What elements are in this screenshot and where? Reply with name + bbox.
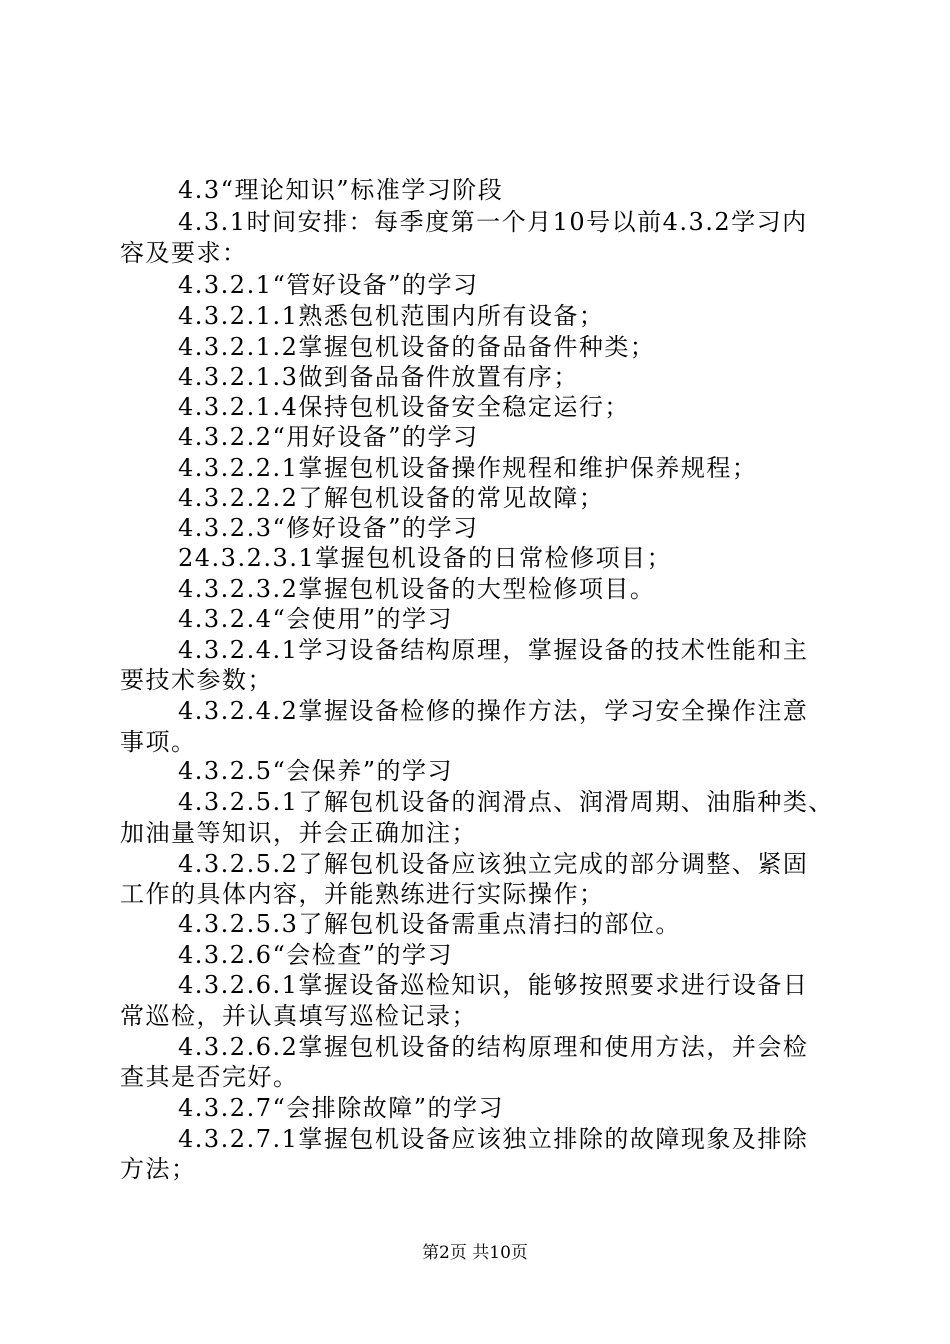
paragraph-line: 4.3.2.4.1学习设备结构原理，掌握设备的技术性能和主 xyxy=(178,636,809,664)
subheading-line: 4.3.2.3“修好设备”的学习 xyxy=(178,514,479,542)
paragraph-line: 要技术参数； xyxy=(120,666,273,694)
paragraph-line: 常巡检，并认真填写巡检记录； xyxy=(120,1002,477,1030)
paragraph-line: 4.3.2.6.1掌握设备巡检知识，能够按照要求进行设备日 xyxy=(178,971,809,999)
paragraph-line: 4.3.2.2.1掌握包机设备操作规程和维护保养规程； xyxy=(178,454,758,482)
paragraph-line: 4.3.2.5.2了解包机设备应该独立完成的部分调整、紧固 xyxy=(178,850,809,878)
paragraph-line: 24.3.2.3.1掌握包机设备的日常检修项目； xyxy=(178,544,673,572)
subheading-line: 4.3.2.2“用好设备”的学习 xyxy=(178,423,479,451)
subheading-line: 4.3.2.6“会检查”的学习 xyxy=(178,941,454,969)
paragraph-line: 加油量等知识，并会正确加注； xyxy=(120,819,477,847)
paragraph-line: 4.3.2.5.3了解包机设备需重点清扫的部位。 xyxy=(178,910,681,938)
subheading-line: 4.3.2.4“会使用”的学习 xyxy=(178,605,454,633)
paragraph-line: 4.3.2.6.2掌握包机设备的结构原理和使用方法，并会检 xyxy=(178,1033,809,1061)
paragraph-line: 4.3.2.1.2掌握包机设备的备品备件种类； xyxy=(178,333,656,361)
heading-4-3: 4.3“理论知识”标准学习阶段 xyxy=(178,176,504,204)
subheading-line: 4.3.2.1“管好设备”的学习 xyxy=(178,271,479,299)
paragraph-line: 4.3.2.3.2掌握包机设备的大型检修项目。 xyxy=(178,575,656,603)
paragraph-line: 4.3.2.4.2掌握设备检修的操作方法，学习安全操作注意 xyxy=(178,697,809,725)
paragraph-line: 工作的具体内容，并能熟练进行实际操作； xyxy=(120,880,605,908)
paragraph-line: 4.3.1时间安排：每季度第一个月10号以前4.3.2学习内 xyxy=(178,208,808,236)
paragraph-line: 查其是否完好。 xyxy=(120,1063,299,1091)
paragraph-line: 4.3.2.1.3做到备品备件放置有序； xyxy=(178,363,579,391)
subheading-line: 4.3.2.7“会排除故障”的学习 xyxy=(178,1094,505,1122)
paragraph-line: 4.3.2.1.4保持包机设备安全稳定运行； xyxy=(178,393,630,421)
subheading-line: 4.3.2.5“会保养”的学习 xyxy=(178,757,454,785)
paragraph-line: 事项。 xyxy=(120,728,197,756)
paragraph-line: 4.3.2.7.1掌握包机设备应该独立排除的故障现象及排除 xyxy=(178,1125,809,1153)
paragraph-line: 方法； xyxy=(120,1155,197,1183)
paragraph-line: 4.3.2.2.2了解包机设备的常见故障； xyxy=(178,484,605,512)
paragraph-line: 4.3.2.1.1熟悉包机范围内所有设备； xyxy=(178,302,605,330)
paragraph-line: 4.3.2.5.1了解包机设备的润滑点、润滑周期、油脂种类、 xyxy=(178,788,834,816)
paragraph-line: 容及要求： xyxy=(120,239,248,267)
page-number-footer: 第2页 共10页 xyxy=(422,1243,528,1263)
